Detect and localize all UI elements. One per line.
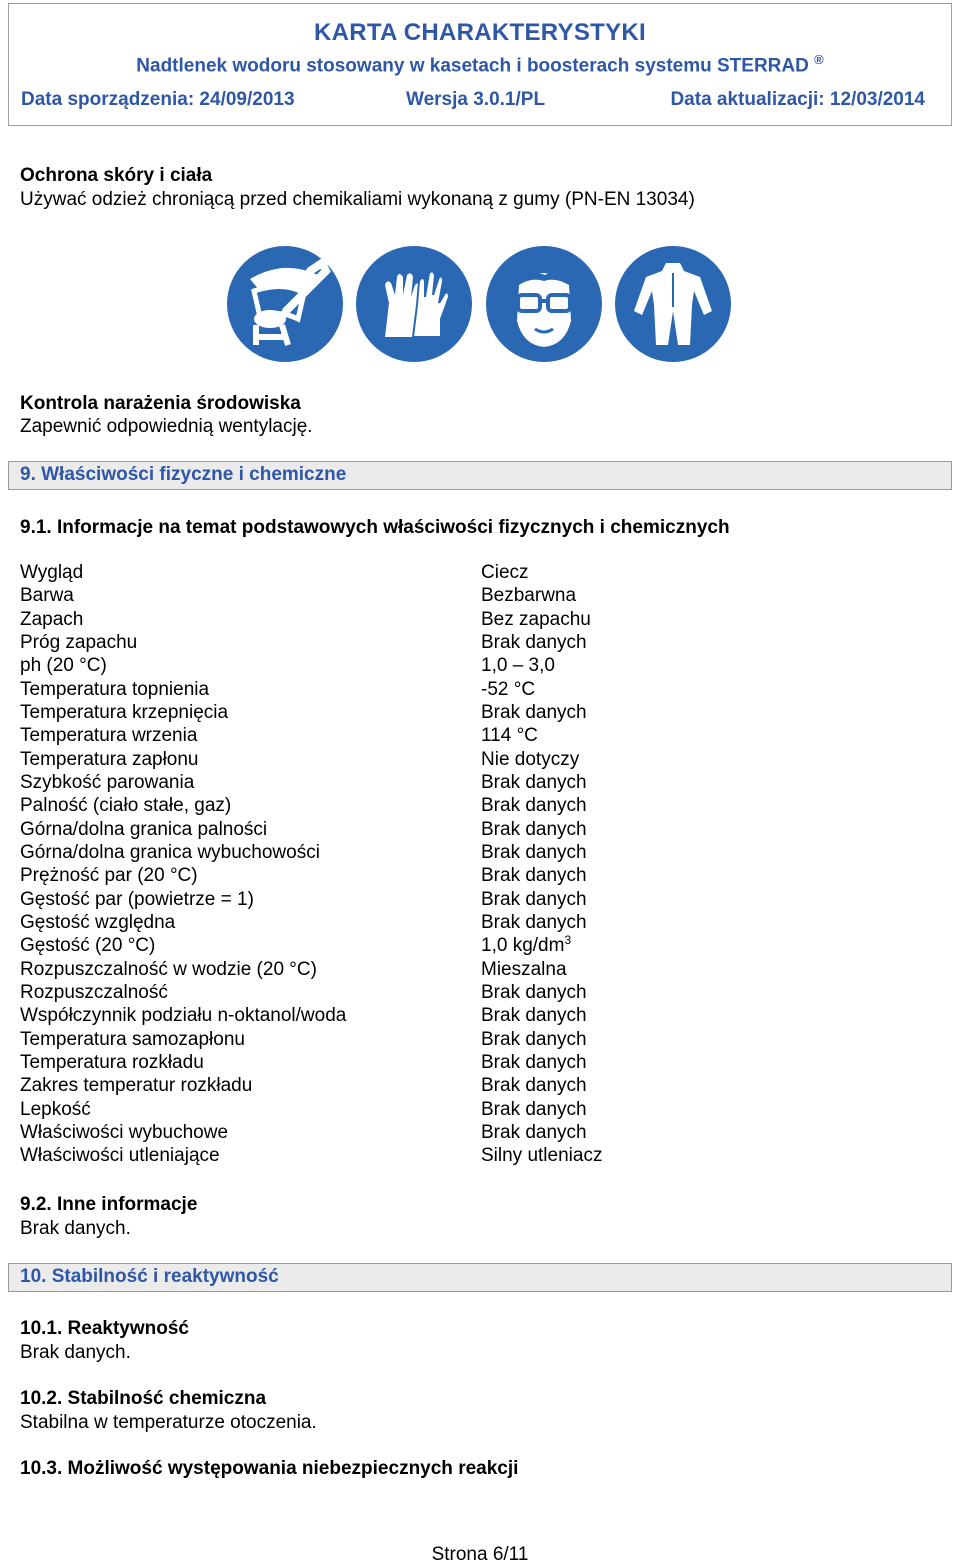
property-value-text: Brak danych (481, 631, 587, 653)
property-value-text: Brak danych (481, 841, 587, 863)
property-value-text: -52 °C (481, 678, 536, 700)
property-row (20, 609, 720, 632)
section-10-3-heading: 10.3. Możliwość występowania niebezpiecznych reakcji (20, 1458, 519, 1479)
env-control-heading: Kontrola narażenia środowiska (20, 393, 301, 414)
property-value (481, 725, 538, 747)
properties-table (20, 562, 720, 1169)
property-row (20, 655, 720, 678)
property-label: Gęstość par (powietrze = 1) (20, 888, 254, 910)
ppe-icons (226, 245, 732, 363)
property-label: Gęstość względna (20, 911, 176, 933)
skin-protection-text: Używać odzież chroniącą przed chemikaliami wykonaną z gumy (PN-EN 13034) (20, 189, 695, 210)
property-label: Palność (ciało stałe, gaz) (20, 795, 232, 817)
property-value-text: 114 °C (481, 725, 538, 747)
page-number: Strona 6/11 (431, 1544, 529, 1565)
property-row (20, 702, 720, 725)
property-label: Wygląd (20, 562, 84, 583)
face-shield-icon (226, 245, 344, 363)
property-value (481, 1145, 602, 1167)
date-prepared: Data sporządzenia: 24/09/2013 (21, 89, 295, 110)
property-value (481, 889, 587, 911)
property-row (20, 585, 720, 608)
property-row (20, 1099, 720, 1122)
section-10-1-text: Brak danych. (20, 1342, 131, 1363)
env-control-text: Zapewnić odpowiednią wentylację. (20, 416, 313, 437)
date-updated: Data aktualizacji: 12/03/2014 (670, 89, 925, 110)
property-value (481, 702, 587, 724)
skin-protection-heading: Ochrona skóry i ciała (20, 165, 213, 186)
property-row (20, 795, 720, 818)
property-row (20, 819, 720, 842)
property-label: Temperatura samozapłonu (20, 1028, 245, 1050)
property-row (20, 1052, 720, 1075)
property-row (20, 562, 720, 585)
property-value (481, 1099, 587, 1121)
property-value-text: Brak danych (481, 1051, 587, 1073)
property-value (481, 1052, 587, 1074)
property-row (20, 1145, 720, 1168)
property-value-text: Brak danych (481, 1098, 587, 1120)
property-row (20, 842, 720, 865)
property-value-text: Brak danych (481, 1005, 587, 1027)
property-label: Górna/dolna granica wybuchowości (20, 841, 320, 863)
property-label: Temperatura topnienia (20, 678, 210, 700)
property-row (20, 632, 720, 655)
section-10-2-heading: 10.2. Stabilność chemiczna (20, 1388, 267, 1409)
property-label: Próg zapachu (20, 631, 138, 653)
property-value-text: Mieszalna (481, 958, 567, 980)
property-value-text: Silny utleniacz (481, 1145, 603, 1167)
section-9-2-text: Brak danych. (20, 1218, 131, 1239)
version-label: Wersja 3.0.1/PL (406, 89, 546, 110)
property-row (20, 912, 720, 935)
document-subtitle (9, 52, 951, 77)
property-value (481, 1029, 587, 1051)
section-9-bar (8, 461, 952, 490)
property-value (481, 585, 576, 607)
property-value-text: Brak danych (481, 981, 587, 1003)
property-value (481, 609, 591, 631)
section-10-2-text: Stabilna w temperaturze otoczenia. (20, 1412, 317, 1433)
property-row (20, 749, 720, 772)
product-name: Nadtlenek wodoru stosowany w kasetach i boosterach systemu STERRAD (136, 55, 809, 77)
property-value (481, 959, 567, 981)
property-value-superscript: 3 (564, 933, 572, 948)
property-row (20, 959, 720, 982)
property-value (481, 562, 529, 584)
property-value (481, 865, 587, 887)
property-value-text: Brak danych (481, 1028, 587, 1050)
property-value-text: 1,0 – 3,0 (481, 655, 555, 677)
property-label: Współczynnik podziału n-oktanol/woda (20, 1005, 347, 1027)
property-value-text: Brak danych (481, 911, 587, 933)
property-value (481, 1005, 587, 1027)
property-value-text: Brak danych (481, 771, 587, 793)
property-row (20, 889, 720, 912)
property-row (20, 1075, 720, 1098)
property-label: Barwa (20, 585, 74, 607)
property-value (481, 655, 555, 677)
registered-mark: ® (814, 52, 824, 67)
property-value-text: Nie dotyczy (481, 748, 580, 770)
gloves-icon (355, 245, 473, 363)
property-label: Prężność par (20 °C) (20, 865, 198, 887)
property-row (20, 1005, 720, 1028)
property-value (481, 819, 587, 841)
property-row (20, 982, 720, 1005)
property-value (481, 679, 535, 701)
property-row (20, 725, 720, 748)
property-label: ph (20 °C) (20, 655, 107, 677)
property-label: Rozpuszczalność (20, 981, 168, 1003)
property-value-text: Bezbarwna (481, 585, 577, 607)
property-label: Zapach (20, 608, 84, 630)
property-label: Temperatura zapłonu (20, 748, 199, 770)
section-9-title: 9. Właściwości fizyczne i chemiczne (20, 464, 347, 485)
property-row (20, 865, 720, 888)
property-value (481, 795, 587, 817)
property-row (20, 935, 720, 958)
property-label: Gęstość (20 °C) (20, 935, 156, 957)
property-value (481, 982, 587, 1004)
section-9-1-heading: 9.1. Informacje na temat podstawowych właściwości fizycznych i chemicznych (20, 517, 730, 538)
property-value (481, 935, 571, 957)
document-title: KARTA CHARAKTERYSTYKI (313, 19, 647, 46)
property-label: Górna/dolna granica palności (20, 818, 268, 840)
property-label: Temperatura rozkładu (20, 1051, 204, 1073)
property-value-text: Brak danych (481, 795, 587, 817)
property-row (20, 1029, 720, 1052)
document-header (8, 3, 952, 126)
property-value (481, 1075, 587, 1097)
property-value (481, 772, 587, 794)
property-label: Właściwości wybuchowe (20, 1121, 229, 1143)
section-10-bar (8, 1263, 952, 1292)
property-label: Właściwości utleniające (20, 1145, 220, 1167)
property-row (20, 772, 720, 795)
property-value (481, 842, 587, 864)
section-10-title: 10. Stabilność i reaktywność (20, 1266, 279, 1287)
property-value (481, 632, 587, 654)
property-value (481, 749, 579, 771)
goggles-icon (485, 245, 603, 363)
property-value-text: 1,0 kg/dm (481, 935, 565, 957)
property-row (20, 1122, 720, 1145)
property-row (20, 679, 720, 702)
property-label: Temperatura wrzenia (20, 725, 198, 747)
property-value-text: Brak danych (481, 818, 587, 840)
property-value-text: Ciecz (481, 562, 529, 583)
section-10-1-heading: 10.1. Reaktywność (20, 1318, 189, 1339)
property-label: Lepkość (20, 1098, 91, 1120)
property-value-text: Brak danych (481, 701, 587, 723)
property-value-text: Bez zapachu (481, 608, 591, 630)
property-value-text: Brak danych (481, 1075, 587, 1097)
property-value-text: Brak danych (481, 865, 587, 887)
section-9-2-heading: 9.2. Inne informacje (20, 1194, 198, 1215)
property-label: Szybkość parowania (20, 771, 195, 793)
property-value (481, 912, 587, 934)
property-value (481, 1122, 587, 1144)
property-label: Zakres temperatur rozkładu (20, 1075, 253, 1097)
property-value-text: Brak danych (481, 1121, 587, 1143)
protective-suit-icon (614, 245, 732, 363)
property-label: Temperatura krzepnięcia (20, 701, 229, 723)
property-label: Rozpuszczalność w wodzie (20 °C) (20, 958, 317, 980)
property-value-text: Brak danych (481, 888, 587, 910)
